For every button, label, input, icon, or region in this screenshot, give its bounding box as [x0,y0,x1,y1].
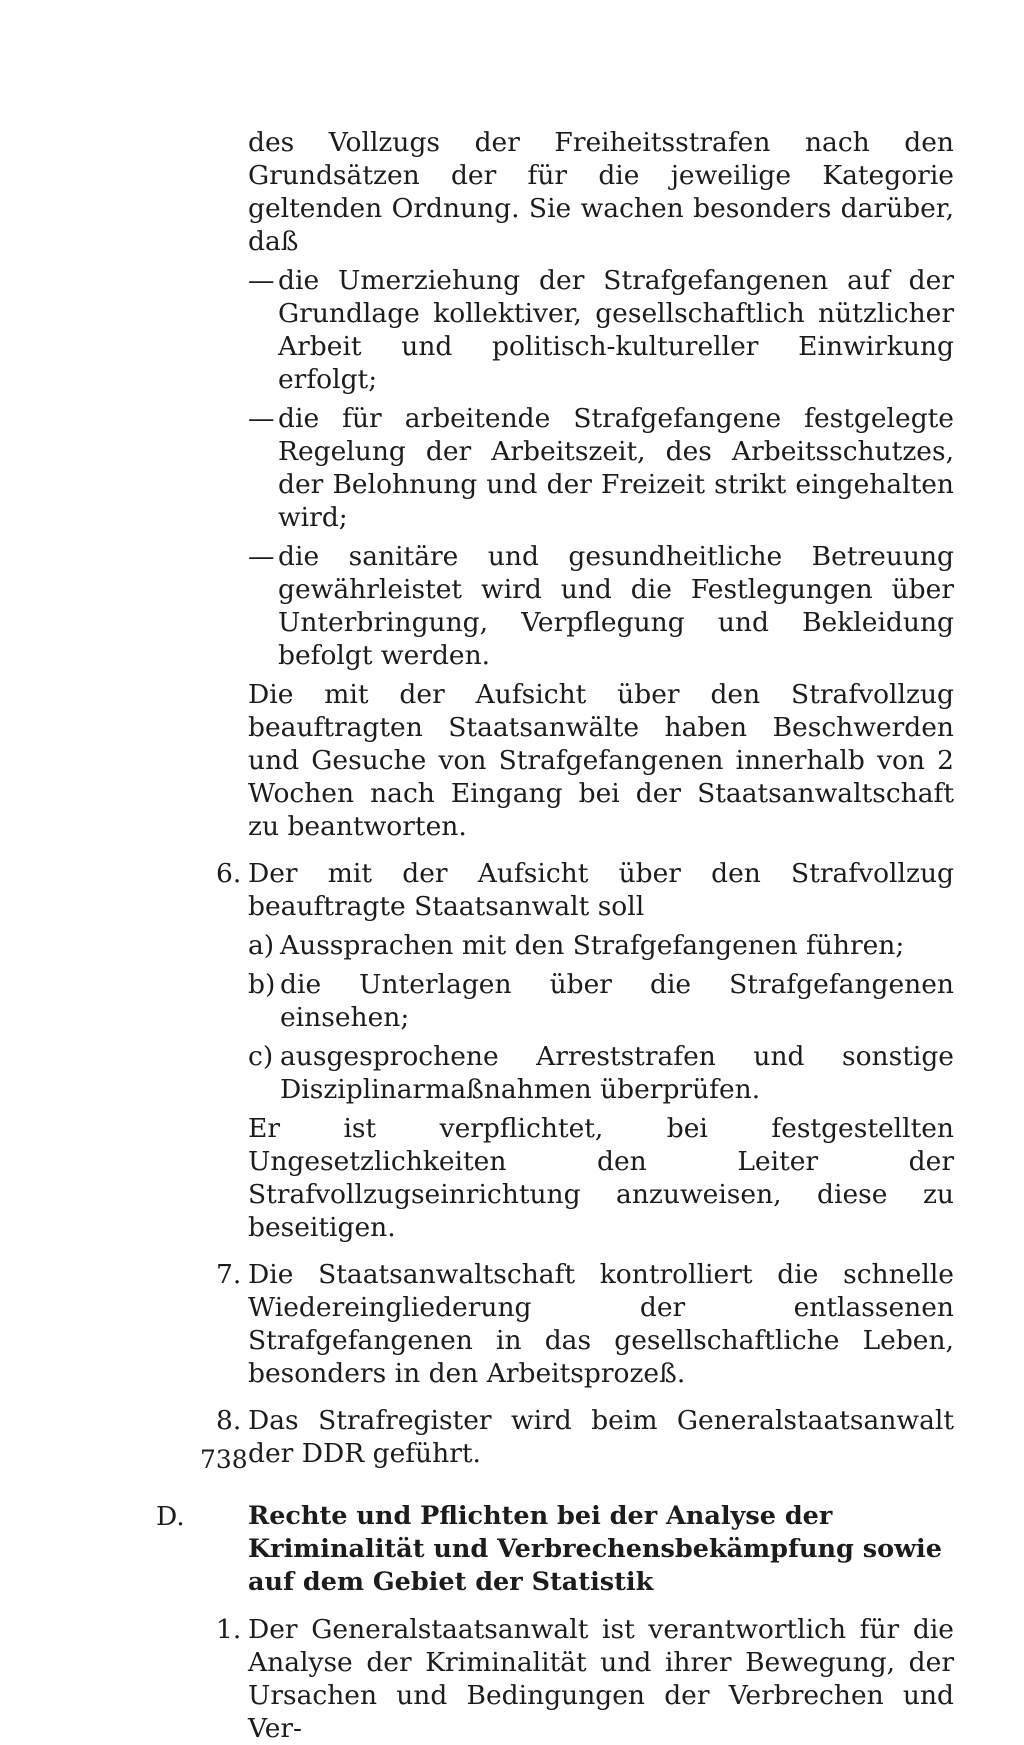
numbered-item-6 [216,857,954,923]
dash-item-text: die für arbeitende Strafgefangene festgelegte Regelung der Arbeitszeit, des Arbeitsschutzes, der Belohnung und der Freizeit strikt eingehalten wird; [278,403,954,533]
supervision-paragraph: Die mit der Aufsicht über den Strafvollzug beauftragten Staatsanwälte haben Beschwerden und Gesuche von Strafgefangenen innerhalb von 2 Wochen nach Eingang bei der Staatsanwaltschaft zu beantworten. [248,679,954,842]
sub-item-a [248,929,954,962]
section-d-heading [156,1500,954,1599]
sub-item-c [248,1040,954,1106]
dash-list-item [248,264,954,396]
dash-item-text: die Umerziehung der Strafgefangenen auf der Grundlage kollektiver, gesellschaftlich nützlicher Arbeit und politisch-kultureller Einwirkung erfolgt; [278,265,954,395]
dash-list-item [248,402,954,534]
sub-item-marker: b) [248,969,276,1000]
sub-item-b [248,968,954,1034]
item-number: 1. [216,1614,242,1645]
sub-item-marker: c) [248,1041,274,1072]
item-number: 7. [216,1259,242,1290]
item-text: Die Staatsanwaltschaft kontrolliert die schnelle Wiedereingliederung der entlassenen Strafgefangenen in das gesellschaftliche Leben, besonders in den Arbeitsprozeß. [248,1259,954,1389]
page-number: 738 [200,1445,248,1474]
dash-item-text: die sanitäre und gesundheitliche Betreuung gewährleistet wird und die Festlegungen über Unterbringung, Verpflegung und Bekleidung befolgt werden. [278,541,954,671]
intro-paragraph: des Vollzugs der Freiheitsstrafen nach den Grundsätzen der für die jeweilige Kategorie geltenden Ordnung. Sie wachen besonders darüber, daß [248,127,954,257]
item6-closing-paragraph: Er ist verpflichtet, bei festgestellten Ungesetzlichkeiten den Leiter der Strafvollzugseinrichtung anzuweisen, diese zu beseitigen. [248,1113,954,1243]
dash-list-item [248,540,954,672]
item-text: Das Strafregister wird beim Generalstaatsanwalt der DDR geführt. [248,1405,954,1469]
item-text: Der mit der Aufsicht über den Strafvollzug beauftragte Staatsanwalt soll [248,858,954,922]
section-title: Rechte und Pflichten bei der Analyse der Kriminalität und Verbrechensbekämpfung sowie auf dem Gebiet der Statistik [248,1501,942,1597]
sub-item-text: ausgesprochene Arreststrafen und sonstige Disziplinarmaßnahmen überprüfen. [280,1041,954,1105]
sub-item-text: die Unterlagen über die Strafgefangenen einsehen; [280,969,954,1033]
section-letter: D. [156,1501,185,1532]
numbered-item-7 [216,1258,954,1390]
dash-marker: — [248,265,275,296]
dash-marker: — [248,403,275,434]
section-d-item-1 [216,1613,954,1745]
dash-marker: — [248,541,275,572]
item-text: Der Generalstaatsanwalt ist verantwortlich für die Analyse der Kriminalität und ihrer Bewegung, der Ursachen und Bedingungen der Verbrechen und Ver- [248,1614,954,1744]
item-number: 6. [216,858,242,889]
sub-item-text: Aussprachen mit den Strafgefangenen führen; [280,930,905,961]
item-number: 8. [216,1405,242,1436]
sub-item-marker: a) [248,930,275,961]
